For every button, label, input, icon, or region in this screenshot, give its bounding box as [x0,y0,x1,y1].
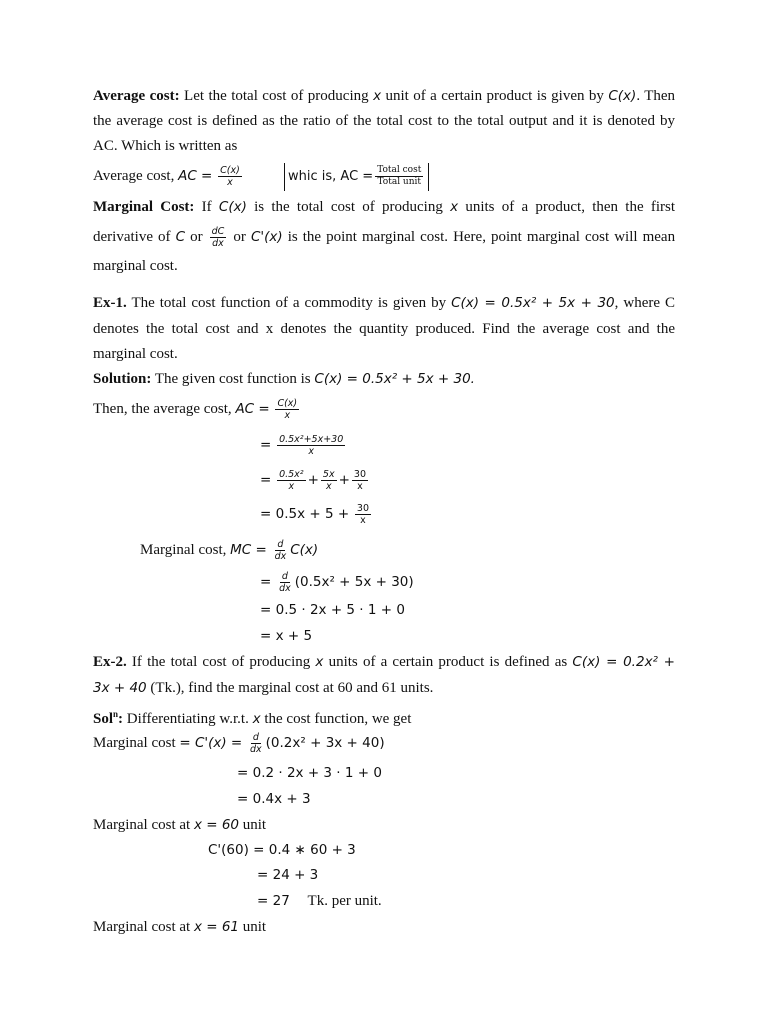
ex2-at-61 [93,917,266,937]
fraction [275,398,299,421]
ex1-mc-step-3: = x + 5 [260,628,313,644]
text: units of a certain product is defined as [328,654,568,670]
ex2-mc [93,729,385,757]
math: C [175,229,186,245]
denominator: x [357,481,363,493]
math: C(x) = 0.2x² + [572,654,675,670]
solution-label: Sol [93,711,114,727]
numerator: d [252,732,259,744]
ex1-step-1 [260,431,347,459]
numerator: 5x [322,469,335,481]
ex2-c60: C'(60) = 0.4 ∗ 60 + 3 [208,842,356,858]
denominator: dx [279,583,291,595]
text: The total cost function of a commodity is given by [131,295,447,311]
marginal-line-3: marginal cost. [93,258,178,274]
plus: + [307,472,319,488]
plus: + [338,472,350,488]
fraction [210,226,227,249]
text: units of a product, then the first [465,199,676,215]
ex2-label: Ex-2. [93,654,127,670]
ex2-c60-step-3 [257,891,382,911]
numerator: 0.5x² [279,469,304,481]
text: , where C [614,295,675,311]
numerator: d [281,571,288,583]
ex1-step-2 [260,466,370,494]
avg-bracket-note [284,162,429,191]
numerator: C(x) [220,165,240,177]
avg-heading: Average cost: [93,88,180,104]
fraction [277,434,345,457]
math: x [315,654,324,670]
ex2-c60-step-2: = 24 + 3 [257,867,319,883]
ex1-label: Ex-1. [93,295,127,311]
math: x = 60 [193,817,240,833]
text: or [233,229,246,245]
bracket-text: whic is, AC = [288,168,374,184]
ex2-line-1 [93,652,675,672]
denominator: x [288,481,295,493]
ex1-line-3: marginal cost. [93,346,178,362]
text: Marginal cost [93,735,176,751]
fraction [218,165,242,188]
expression: = 0.5x + 5 + [260,506,350,522]
math: C'(x) [250,229,283,245]
text: Then, the average cost, [93,401,232,417]
text: unit [242,817,267,833]
ex2-step-2: = 0.4x + 3 [237,791,311,807]
text: Marginal cost, [140,542,227,558]
denominator: x [360,515,366,527]
ex1-ac [93,395,301,423]
text: the cost function, we get [264,711,412,727]
unit-label: Tk. per unit. [307,893,382,909]
denominator: x [284,410,291,422]
ex1-line-2: denotes the total cost and x denotes the quantity produced. Find the average cost and the [93,321,675,337]
formula-lhs: AC = [178,168,213,184]
fraction [248,732,264,755]
denominator: x [325,481,332,493]
numerator: d [277,539,284,551]
fraction [321,469,337,492]
ex2-line-2 [93,678,433,698]
fraction [375,165,423,188]
solution-label: Solution: [93,371,152,387]
avg-line-2: the average cost is defined as the ratio of the total cost to the total output and it is denoted by [93,113,675,129]
equals: = [260,472,272,488]
math: C(x) [218,199,247,215]
expression: (0.5x² + 5x + 30) [294,574,414,590]
avg-line-3: AC. Which is written as [93,138,238,154]
ex2-at-60 [93,815,266,835]
fraction [273,539,289,562]
ex2-solution [93,704,411,729]
text: The given cost function is [154,371,311,387]
numerator: dC [211,226,225,238]
text: . Then [636,88,676,104]
denominator: dx [250,744,262,756]
text: Differentiating w.r.t. [126,711,249,727]
math: C(x) = 0.5x² + 5x + 30 [451,295,615,311]
ex1-mc [140,536,318,564]
denominator: x [227,177,233,189]
text: unit [242,919,267,935]
text: If [201,199,212,215]
ex1-step-3 [260,500,373,528]
math: x [252,711,261,727]
marginal-line-1 [93,197,675,217]
math: C(x) [608,88,637,104]
ex1-line-1 [93,293,675,313]
solution-colon: : [118,711,124,727]
text: is the point marginal cost. Here, point marginal cost will mean [287,229,676,245]
text: is the total cost of producing [254,199,443,215]
ex1-mc-step-2: = 0.5 · 2x + 5 · 1 + 0 [260,602,405,618]
text: or [190,229,203,245]
bracket [284,163,429,191]
math: = C'(x) = [179,735,243,751]
math: x [450,199,459,215]
fraction [277,571,293,594]
text: Let the total cost of producing [184,88,369,104]
numerator: 0.5x²+5x+30 [279,434,344,446]
ex1-solution [93,369,475,389]
ex2-step-1: = 0.2 · 2x + 3 · 1 + 0 [237,765,382,781]
math: C(x) [290,542,319,558]
text: If the total cost of producing [131,654,311,670]
numerator: C(x) [277,398,298,410]
math: C(x) = 0.5x² + 5x + 30. [314,371,475,387]
fraction [355,503,371,526]
marginal-line-2 [93,223,675,251]
text: Marginal cost at [93,919,191,935]
marginal-heading: Marginal Cost: [93,199,195,215]
equals: = [260,437,272,453]
equals: = [260,574,272,590]
denominator: dx [212,238,224,250]
denominator: Total unit [377,177,422,188]
math: MC = [230,542,267,558]
text: unit of a certain product is given by [385,88,604,104]
ex1-mc-step-1 [260,568,414,596]
math: x = 61 [193,919,240,935]
fraction [277,469,306,492]
text: derivative of [93,229,171,245]
math: 3x + 40 [93,680,147,696]
math: x [373,88,382,104]
numerator: 30 [356,503,369,515]
avg-line-1 [93,86,675,106]
solution-sup: n [113,709,119,719]
math: AC = [235,401,270,417]
expression: = 27 [257,893,290,909]
text: (Tk.), find the marginal cost at 60 and 61 units. [150,680,434,696]
text: Marginal cost at [93,817,191,833]
expression: (0.2x² + 3x + 40) [265,735,385,751]
fraction [352,469,368,492]
numerator: 30 [353,469,366,481]
formula-label: Average cost, [93,168,175,184]
denominator: x [308,446,314,458]
denominator: dx [274,551,287,563]
numerator: Total cost [377,165,422,176]
avg-formula [93,162,244,190]
